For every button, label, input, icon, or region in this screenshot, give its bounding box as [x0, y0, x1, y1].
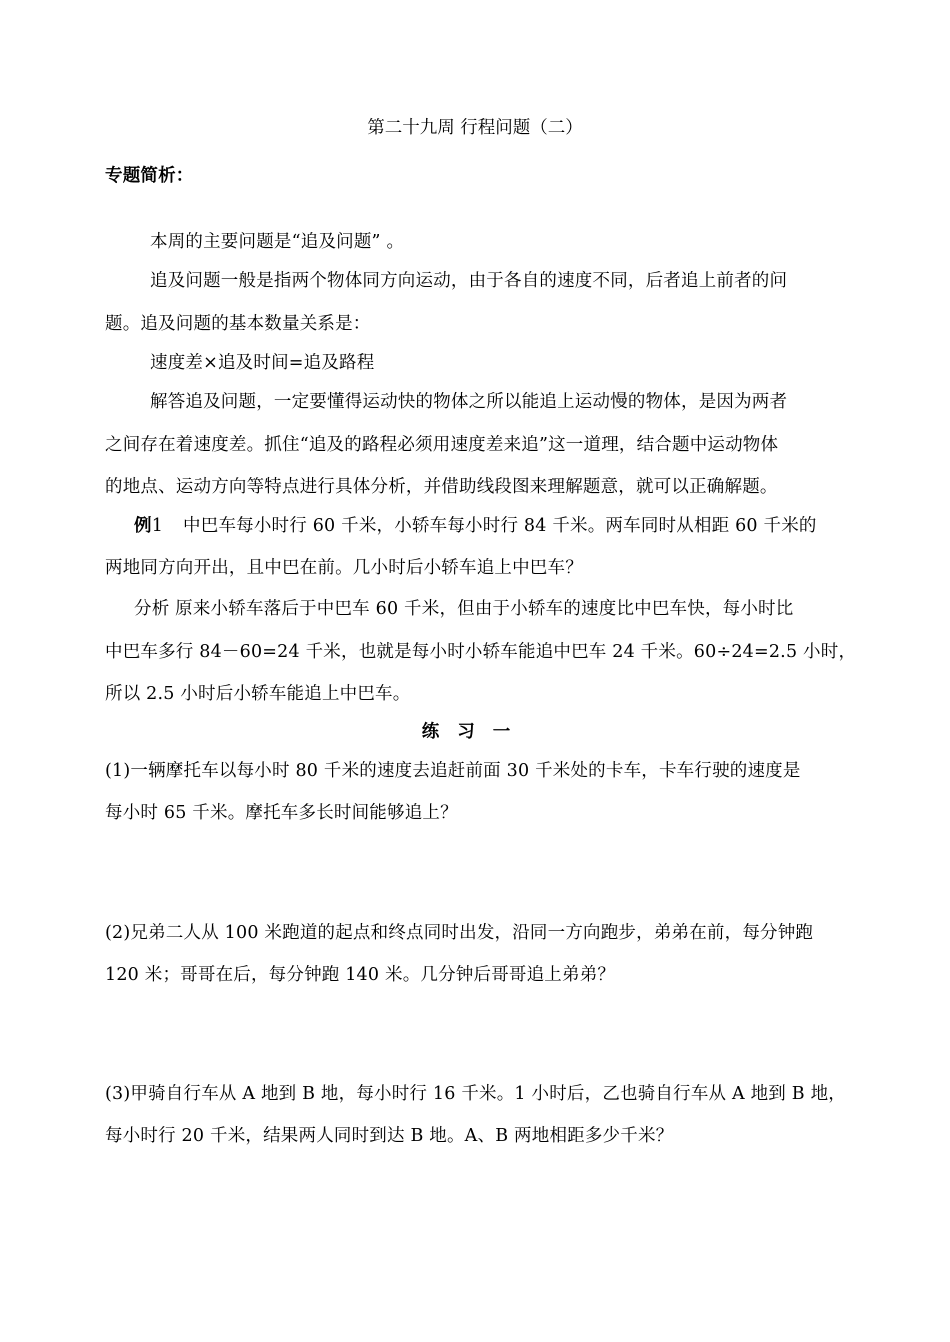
- practice-heading: 练习一: [421, 722, 529, 742]
- example-line-1: [134, 514, 879, 538]
- exercise-2-line-2: 120 米；哥哥在后，每分钟跑 140 米。几分钟后哥哥追上弟弟？: [105, 965, 616, 985]
- formula: 速度差×追及时间=追及路程: [150, 353, 375, 373]
- exercise-2-line-1: (2)兄弟二人从 100 米跑道的起点和终点同时出发，沿同一方向跑步，弟弟在前，每分钟跑: [105, 923, 814, 943]
- intro-paragraph-1: 本周的主要问题是“追及问题” 。: [150, 232, 405, 252]
- intro-paragraph-2-line-1: 追及问题一般是指两个物体同方向运动，由于各自的速度不同，后者追上前者的问: [150, 271, 788, 291]
- exercise-3-line-2: 每小时行 20 千米，结果两人同时到达 B 地。A、B 两地相距多少千米？: [105, 1126, 674, 1146]
- example-text-1: 中巴车每小时行 60 千米，小轿车每小时行 84 千米。两车同时从相距 60 千米的: [183, 516, 817, 536]
- intro-paragraph-3-line-1: 解答追及问题，一定要懂得运动快的物体之所以能追上运动慢的物体，是因为两者: [150, 392, 788, 412]
- exercise-1-line-2: 每小时 65 千米。摩托车多长时间能够追上？: [105, 803, 458, 823]
- exercise-1-line-1: (1)一辆摩托车以每小时 80 千米的速度去追赶前面 30 千米处的卡车，卡车行驶的速度是: [105, 761, 801, 781]
- intro-paragraph-2-line-2: 题。追及问题的基本数量关系是：: [105, 314, 371, 334]
- example-number: 1: [151, 516, 164, 536]
- analysis-line-1: 分析 原来小轿车落后于中巴车 60 千米，但由于小轿车的速度比中巴车快，每小时比: [134, 599, 794, 619]
- exercise-3-line-1: (3)甲骑自行车从 A 地到 B 地，每小时行 16 千米。1 小时后，乙也骑自行车从 A 地到 B 地，: [105, 1084, 846, 1104]
- section-label: 专题简析：: [105, 166, 194, 186]
- example-line-2: 两地同方向开出，且中巴在前。几小时后小轿车追上中巴车？: [105, 558, 583, 578]
- analysis-line-3: 所以 2.5 小时后小轿车能追上中巴车。: [105, 684, 411, 704]
- analysis-line-2: 中巴车多行 84－60=24 千米，也就是每小时小轿车能追中巴车 24 千米。60÷24=2.5 小时，: [105, 642, 857, 662]
- intro-paragraph-3-line-2: 之间存在着速度差。抓住“追及的路程必须用速度差来追”这一道理，结合题中运动物体: [105, 435, 779, 455]
- page-title: 第二十九周 行程问题（二）: [367, 118, 583, 138]
- example-label: 例: [134, 516, 152, 536]
- intro-paragraph-3-line-3: 的地点、运动方向等特点进行具体分析，并借助线段图来理解题意，就可以正确解题。: [105, 477, 778, 497]
